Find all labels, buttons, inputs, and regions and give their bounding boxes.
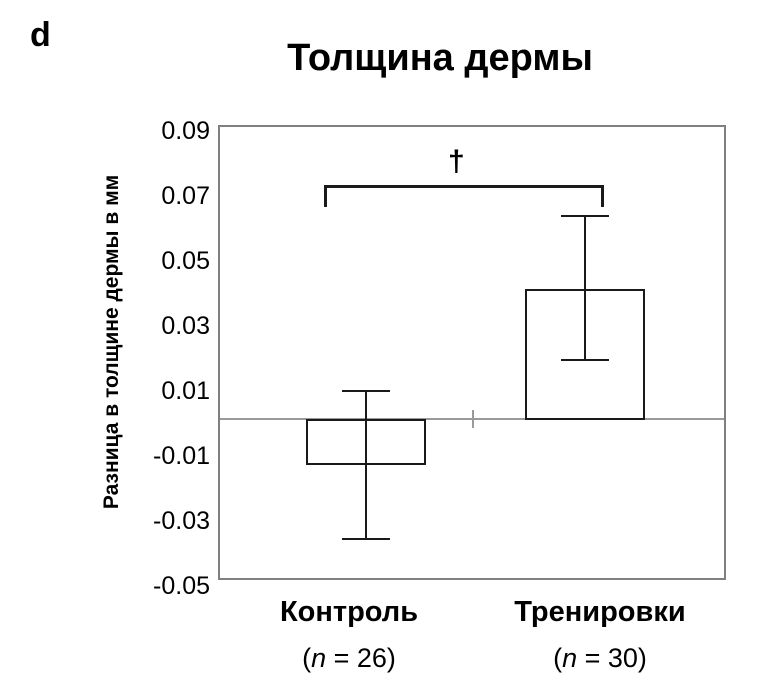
- y-tick-label--0.01: -0.01: [153, 442, 210, 470]
- y-axis-label: Разница в толщине дермы в мм: [100, 174, 123, 510]
- significance-bracket-line: [324, 185, 604, 188]
- y-tick-label-0.09: 0.09: [161, 117, 210, 145]
- n-value-control: = 26): [326, 643, 396, 673]
- error-bar-cap-top-control: [342, 390, 390, 392]
- x-category-label-training: Тренировки: [514, 596, 686, 628]
- y-tick-label-0.07: 0.07: [161, 182, 210, 210]
- y-tick-label-0.03: 0.03: [161, 312, 210, 340]
- n-italic-control: n: [311, 643, 327, 673]
- zero-axis-tick: [472, 410, 474, 428]
- x-category-label-control: Контроль: [279, 596, 419, 628]
- n-italic-training: n: [562, 643, 578, 673]
- plot-area: [218, 125, 726, 580]
- x-category-sublabel-training: (n = 30): [553, 643, 647, 673]
- error-bar-cap-top-training: [561, 215, 609, 217]
- y-tick-label--0.05: -0.05: [153, 572, 210, 600]
- error-bar-line-control: [365, 390, 367, 540]
- error-bar-line-training: [584, 215, 586, 361]
- y-tick-label--0.03: -0.03: [153, 507, 210, 535]
- error-bar-cap-bottom-control: [342, 538, 390, 540]
- y-tick-label-0.01: 0.01: [161, 377, 210, 405]
- y-tick-label-0.05: 0.05: [161, 247, 210, 275]
- error-bar-cap-bottom-training: [561, 359, 609, 361]
- panel-letter: d: [30, 16, 51, 54]
- significance-bracket-tick-right: [601, 185, 604, 207]
- x-category-sublabel-control: (n = 26): [302, 643, 396, 673]
- significance-bracket-tick-left: [324, 185, 327, 207]
- significance-symbol: †: [448, 145, 465, 178]
- n-value-training: = 30): [577, 643, 647, 673]
- chart-title: Толщина дермы: [287, 37, 593, 79]
